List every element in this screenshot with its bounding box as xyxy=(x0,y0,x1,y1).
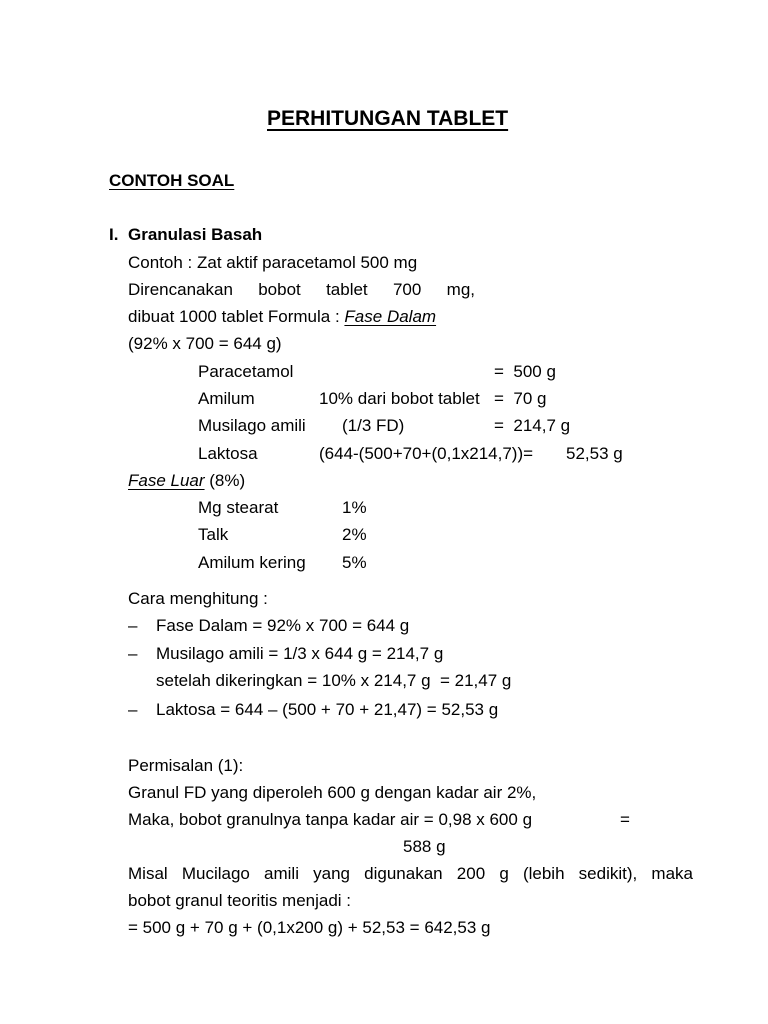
fase-luar-line xyxy=(128,470,245,492)
outer-ingredient-name: Mg stearat xyxy=(198,498,279,517)
section-title: Granulasi Basah xyxy=(128,225,263,244)
inner-ingredient-result: 52,53 g xyxy=(566,444,623,463)
example2-line: = 500 g + 70 g + (0,1x200 g) + 52,53 = 642,53 g xyxy=(128,918,491,937)
example2-line: Misal Mucilago amili yang digunakan 200 g (lebih sedikit), maka xyxy=(128,864,693,883)
example2-line: bobot granul teoritis menjadi : xyxy=(128,891,352,910)
example2-equals: = xyxy=(620,810,630,829)
inner-ingredient-name: Laktosa xyxy=(198,444,258,463)
inner-ingredient-detail: (1/3 FD) xyxy=(342,416,405,435)
formula-prefix: dibuat 1000 tablet Formula : xyxy=(128,307,345,326)
inner-ingredient-detail: (644-(500+70+(0,1x214,7))= xyxy=(319,444,534,463)
example-line: Contoh : Zat aktif paracetamol 500 mg xyxy=(128,253,418,272)
outer-ingredient-name: Talk xyxy=(198,525,229,544)
method-step: Laktosa = 644 – (500 + 70 + 21,47) = 52,53 g xyxy=(156,700,499,719)
method-step: Fase Dalam = 92% x 700 = 644 g xyxy=(156,616,410,635)
dash-bullet: – xyxy=(128,616,138,635)
section-heading: CONTOH SOAL xyxy=(109,171,235,190)
dash-bullet: – xyxy=(128,700,138,719)
fase-dalam-label: Fase Dalam xyxy=(344,307,437,326)
outer-ingredient-percent: 1% xyxy=(342,498,367,517)
inner-ingredient-detail: 10% dari bobot tablet xyxy=(319,389,480,408)
inner-ingredient-result: = 70 g xyxy=(494,389,547,408)
inner-ingredient-result: = 214,7 g xyxy=(494,416,571,435)
dash-bullet: – xyxy=(128,644,138,663)
formula-line xyxy=(128,306,436,328)
outer-ingredient-percent: 5% xyxy=(342,553,367,572)
outer-ingredient-percent: 2% xyxy=(342,525,367,544)
inner-ingredient-name: Amilum xyxy=(198,389,255,408)
section-number: I. xyxy=(109,225,119,244)
example2-line: Granul FD yang diperoleh 600 g dengan kadar air 2%, xyxy=(128,783,537,802)
method-step: Musilago amili = 1/3 x 644 g = 214,7 g xyxy=(156,644,444,663)
example2-line: 588 g xyxy=(403,837,446,856)
page-title: PERHITUNGAN TABLET xyxy=(267,107,509,130)
fase-luar-label: Fase Luar xyxy=(128,471,205,490)
outer-ingredient-name: Amilum kering xyxy=(198,553,306,572)
inner-ingredient-name: Paracetamol xyxy=(198,362,294,381)
example2-line: Maka, bobot granulnya tanpa kadar air = 0,98 x 600 g xyxy=(128,810,533,829)
example2-label: Permisalan (1): xyxy=(128,756,244,775)
planned-line: Direncanakan bobot tablet 700 mg, xyxy=(128,280,475,299)
fase-luar-percent: (8%) xyxy=(204,471,246,490)
inner-ingredient-name: Musilago amili xyxy=(198,416,306,435)
method-step: setelah dikeringkan = 10% x 214,7 g = 21,47 g xyxy=(156,671,512,690)
inner-ingredient-result: = 500 g xyxy=(494,362,556,381)
percent-line: (92% x 700 = 644 g) xyxy=(128,334,282,353)
method-label: Cara menghitung : xyxy=(128,589,268,608)
